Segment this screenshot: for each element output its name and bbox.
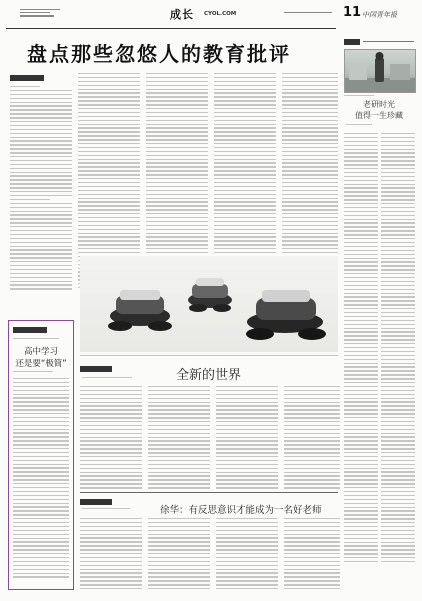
bottom-section-rule (80, 492, 338, 493)
left-box-title: 高中学习 (23, 347, 58, 357)
masthead-site-url: CYOL.COM (204, 11, 237, 17)
sidebar-section-header (344, 37, 414, 46)
sidebar-article-col-1 (344, 133, 378, 565)
article-section-header (10, 73, 70, 82)
masthead-date-line (284, 12, 332, 13)
mid-section-title: 全新的世界 (176, 368, 242, 383)
left-box-kicker (13, 338, 69, 342)
masthead-contact-info (20, 9, 60, 17)
page-number: 11 (343, 5, 362, 20)
mid-col-1 (80, 386, 142, 491)
sidebar-author-line (346, 124, 372, 128)
bottom-col-1 (80, 518, 142, 592)
bottom-col-3 (216, 518, 278, 592)
sidebar-article-col-2 (381, 133, 415, 565)
article-column-4 (214, 73, 276, 268)
sidebar-photo (344, 49, 416, 93)
bottom-headline: 徐华：有反思意识才能成为一名好老师 (160, 505, 322, 516)
illustration-caption (80, 355, 338, 359)
article-column-5 (282, 73, 338, 268)
left-box-byline (13, 371, 69, 375)
mid-col-3 (216, 386, 278, 491)
sidebar-quote-subtitle: 值得一生珍藏 (355, 111, 403, 120)
mid-col-2 (148, 386, 210, 491)
left-box-body (13, 378, 69, 580)
left-box-subtitle: 还是要“极简” (15, 359, 67, 369)
section-label: 成长 (170, 8, 194, 21)
masthead (0, 0, 422, 34)
mid-col-4 (284, 386, 340, 491)
left-boxed-column (8, 320, 74, 590)
article-column-1 (10, 86, 72, 292)
mid-section-kicker (82, 377, 142, 381)
mid-section-header (80, 364, 140, 373)
bottom-col-4 (284, 518, 340, 592)
article-column-3 (146, 73, 208, 268)
sidebar-photo-figure (345, 50, 415, 92)
bottom-section-header (80, 497, 140, 506)
newspaper-logo: 中国青年报 (362, 11, 397, 19)
sidebar-quote-title: 老研时光 (363, 100, 395, 109)
masthead-rule (6, 28, 336, 29)
illustration-panel (80, 256, 338, 352)
bottom-section-kicker (82, 508, 138, 512)
illustration-figures (80, 256, 338, 352)
bottom-col-2 (148, 518, 210, 592)
main-headline: 盘点那些忽悠人的教育批评 (27, 42, 291, 66)
left-box-header (13, 325, 69, 334)
